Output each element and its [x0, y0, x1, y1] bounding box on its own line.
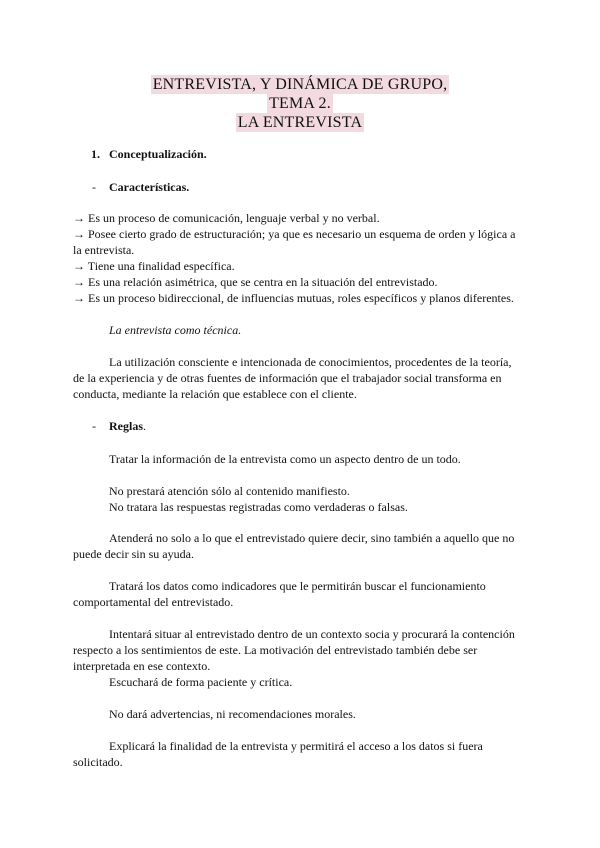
paragraph-line: puede decir sin su ayuda. [73, 547, 194, 561]
section-heading: Conceptualización. [109, 147, 207, 161]
list-item: → Es un proceso bidireccional, de influencias mutuas, roles específicos y planos diferentes. [73, 291, 514, 305]
paragraph-line: No dará advertencias, ni recomendaciones morales. [109, 707, 356, 721]
document-title [0, 75, 600, 132]
paragraph-line: No tratara las respuestas registradas como verdaderas o falsas. [109, 500, 408, 514]
paragraph-line: No prestará atención sólo al contenido manifiesto. [109, 484, 350, 498]
paragraph-line: respecto a los sentimientos de este. La motivación del entrevistado también debe ser [73, 643, 478, 657]
subsection-heading-tecnica: La entrevista como técnica. [109, 323, 242, 337]
paragraph-line: conducta, mediante la relación que establece con el cliente. [73, 387, 357, 401]
title-line-1: ENTREVISTA, Y DINÁMICA DE GRUPO, [152, 76, 448, 93]
paragraph-line: Atenderá no solo a lo que el entrevistado quiere decir, sino también a aquello que no [109, 531, 515, 545]
list-item: → Es un proceso de comunicación, lenguaje verbal y no verbal. [73, 211, 380, 225]
paragraph-line: Escuchará de forma paciente y crítica. [109, 675, 293, 689]
bullet-dash: - [92, 419, 96, 433]
paragraph-line: Tratar la información de la entrevista como un aspecto dentro de un todo. [109, 452, 461, 466]
subsection-heading-reglas [109, 418, 146, 434]
reglas-suffix: . [143, 419, 146, 433]
paragraph-line: Tratará los datos como indicadores que le permitirán buscar el funcionamiento [109, 579, 486, 593]
subsection-heading-caracteristicas: Características. [109, 180, 190, 194]
list-item-continuation: la entrevista. [73, 243, 135, 257]
paragraph-line: interpretada en ese contexto. [73, 659, 211, 673]
paragraph-line: de la experiencia y de otras fuentes de información que el trabajador social transforma en [73, 371, 502, 385]
list-item: → Tiene una finalidad específica. [73, 259, 235, 273]
title-line-2: TEMA 2. [269, 95, 331, 112]
paragraph-line: solicitado. [73, 755, 123, 769]
paragraph-line: comportamental del entrevistado. [73, 595, 234, 609]
title-line-3: LA ENTREVISTA [237, 114, 363, 131]
bullet-dash: - [92, 180, 96, 194]
paragraph-line: Explicará la finalidad de la entrevista y permitirá el acceso a los datos si fuera [109, 739, 483, 753]
list-item: → Posee cierto grado de estructuración; ya que es necesario un esquema de orden y lógica a [73, 227, 516, 241]
list-item: → Es una relación asimétrica, que se centra en la situación del entrevistado. [73, 275, 438, 289]
paragraph-line: Intentará situar al entrevistado dentro de un contexto socia y procurará la contención [109, 627, 515, 641]
paragraph-line: La utilización consciente e intencionada de conocimientos, procedentes de la teoría, [109, 355, 512, 369]
section-number: 1. [91, 147, 100, 161]
reglas-label: Reglas [109, 419, 143, 433]
